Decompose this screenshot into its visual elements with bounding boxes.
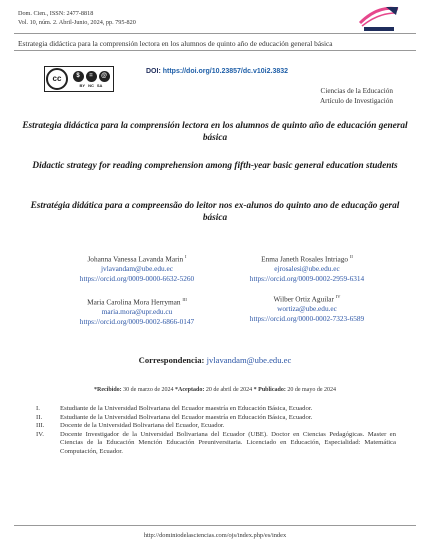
author-1: Johanna Vanessa Lavanda Marin $^I$ jvlavandam@ube.edu.ec https://orcid.org/0009-0000-6632-5260 xyxy=(52,252,222,283)
affiliations-list xyxy=(36,405,396,457)
author-3-email[interactable]: maria.mora@upr.edu.cu xyxy=(101,307,173,317)
cc-label-by: BY xyxy=(79,82,86,88)
correspondence-email[interactable]: jvlavandam@ube.edu.ec xyxy=(206,355,292,365)
cc-label-nc: NC xyxy=(88,82,94,88)
published-date: 20 de mayo de 2024 xyxy=(287,387,336,393)
title-english: Didactic strategy for reading comprehension among fifth-year basic general education students xyxy=(32,161,398,171)
journal-logo xyxy=(356,3,402,33)
footer-url[interactable]: http://dominiodelasciencias.com/ojs/index.php/es/index xyxy=(143,532,287,539)
doi-line xyxy=(146,68,288,75)
section-type: Artículo de Investigación xyxy=(319,97,393,105)
publication-dates: *Recibido: 30 de marzo de 2024 *Aceptado: 20 de abril de 2024 * Publicado: 20 de mayo de 2024 xyxy=(94,387,336,393)
doi-label: DOI: xyxy=(146,68,161,75)
affiliation-item: IV. Docente Investigador de la Universidad Bolivariana del Ecuador (UBE). Doctor en Ciencias Pedagógicas. Master en Ciencias de la Educación Mención Educación Preuniversitaria. Licenciado en Educación, Especialidad: Matemática Computación, Ecuador. xyxy=(36,430,396,455)
author-3: Maria Carolina Mora Herryman $^{III}$ maria.mora@upr.edu.cu https://orcid.org/0009-0002-6866-0147 xyxy=(52,295,222,326)
header-rule-bottom xyxy=(14,50,416,51)
author-4: Wilber Ortiz Aguilar $^{IV}$ wortiza@ube.edu.ec https://orcid.org/0000-0002-7323-6589 xyxy=(222,292,392,323)
sa-share-icon: @ xyxy=(99,71,110,82)
author-1-orcid[interactable]: https://orcid.org/0009-0000-6632-5260 xyxy=(79,273,195,283)
affiliation-item: III. Docente de la Universidad Bolivariana del Ecuador, Ecuador. xyxy=(36,422,225,430)
title-portuguese: Estratégia didática para a compreensão do leitor nos ex-alunos do quinto ano de educação geral básica xyxy=(30,201,400,223)
author-4-email[interactable]: wortiza@ube.edu.ec xyxy=(277,304,337,314)
cc-label-sa: SA xyxy=(96,82,103,88)
author-4-orcid[interactable]: https://orcid.org/0000-0002-7323-6589 xyxy=(249,313,365,323)
article-section xyxy=(320,86,393,106)
affiliation-item: II. Estudiante de la Universidad Bolivariana del Ecuador maestría en Educación Básica, Ecuador. xyxy=(36,413,313,421)
doi-link[interactable]: https://doi.org/10.23857/dc.v10i2.3832 xyxy=(162,68,289,75)
journal-issn: Dom. Cien., ISSN: 2477-8818 xyxy=(18,10,94,17)
received-date: 30 de marzo de 2024 xyxy=(123,387,174,393)
footer-rule xyxy=(14,525,416,526)
nd-equal-icon: = xyxy=(86,71,97,82)
author-1-email[interactable]: jvlavandam@ube.edu.ec xyxy=(101,264,173,274)
title-spanish: Estrategia didáctica para la comprensión lectora en los alumnos de quinto año de educación general básica xyxy=(22,121,408,143)
header-rule-top xyxy=(14,33,416,34)
running-title: Estrategia didáctica para la comprensión lectora en los alumnos de quinto año de educación general básica xyxy=(18,39,333,48)
author-2: Enma Janeth Rosales Intriago $^{II}$ ejrosalesi@ube.edu.ec https://orcid.org/0009-0002-2959-6314 xyxy=(222,252,392,283)
affiliation-item: I. Estudiante de la Universidad Bolivariana del Ecuador maestría en Educación Básica, Ecuador. xyxy=(36,405,313,412)
correspondence-line xyxy=(0,355,430,365)
cc-icon: cc xyxy=(45,68,69,90)
correspondence-label: Correspondencia: xyxy=(138,355,205,365)
journal-volume: Vol. 10, núm. 2. Abril-Junio, 2024, pp. 795-820 xyxy=(18,19,136,26)
accepted-date: 20 de abril de 2024 xyxy=(205,387,253,393)
author-3-orcid[interactable]: https://orcid.org/0009-0002-6866-0147 xyxy=(79,316,195,326)
cc-license-badge[interactable] xyxy=(44,66,114,92)
nc-dollar-icon: $ xyxy=(73,71,84,82)
author-2-email[interactable]: ejrosalesi@ube.edu.ec xyxy=(274,264,340,274)
author-2-orcid[interactable]: https://orcid.org/0009-0002-2959-6314 xyxy=(249,273,365,283)
section-area: Ciencias de la Educación xyxy=(320,87,393,95)
